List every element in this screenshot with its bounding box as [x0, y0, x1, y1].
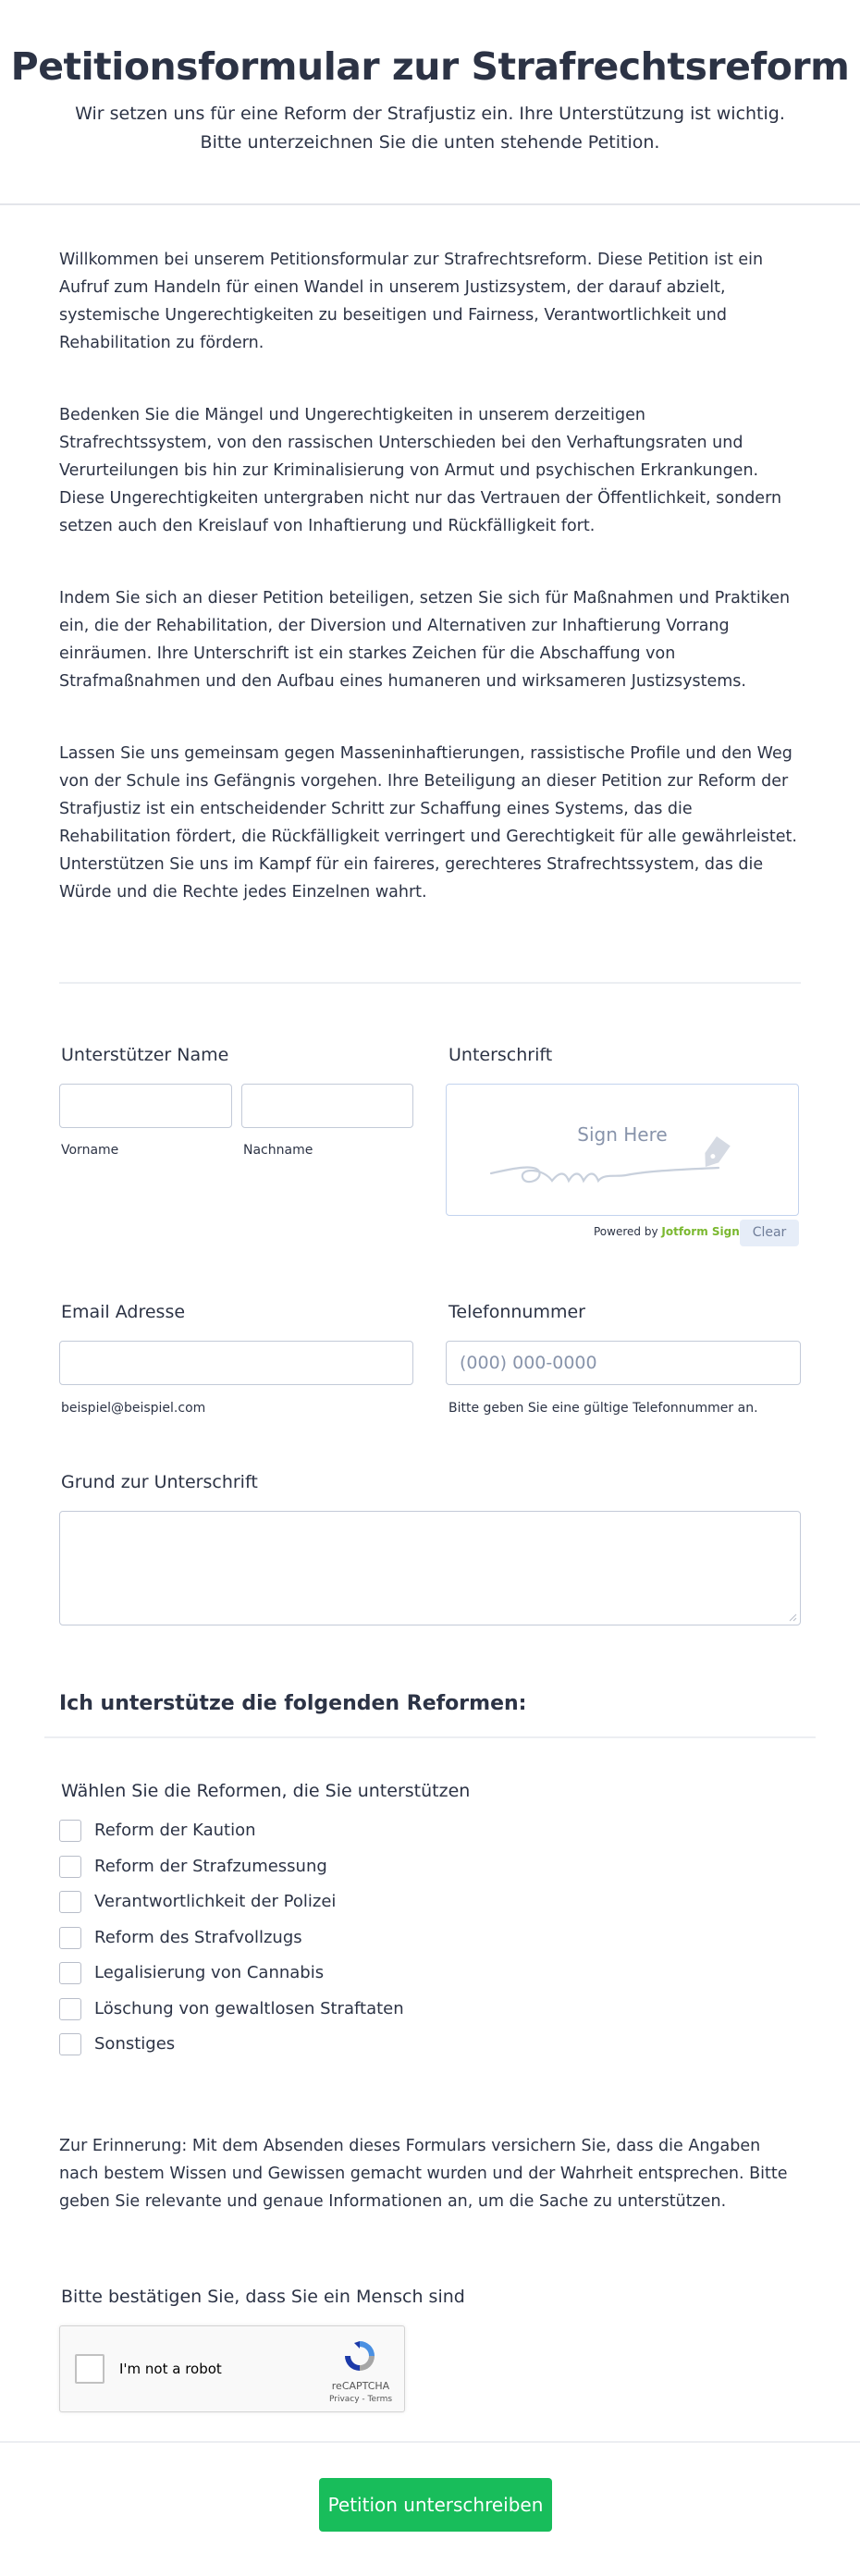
reform-option-label: Reform der Kaution	[94, 1821, 256, 1840]
page-subtitle: Wir setzen uns für eine Reform der Strafjustiz ein. Ihre Unterstützung ist wichtig. Bitte unterzeichnen Sie die unten stehende Petition.	[75, 104, 785, 153]
checkbox[interactable]	[59, 1962, 81, 1984]
reform-option-label: Verantwortlichkeit der Polizei	[94, 1892, 337, 1911]
recaptcha-terms-link[interactable]: Privacy - Terms	[328, 2395, 393, 2404]
recaptcha-logo-icon	[339, 2337, 380, 2374]
reminder-text: Zur Erinnerung: Mit dem Absenden dieses Formulars versichern Sie, dass die Angaben nach bestem Wissen und Gewissen gemacht wurden und der Wahrheit entsprechen. Bitte geben Sie relevante und genaue Informationen an, um die Sache zu unterstützen.	[59, 2137, 788, 2211]
recaptcha-checkbox[interactable]	[75, 2354, 104, 2384]
resize-handle-icon[interactable]	[788, 1613, 797, 1622]
phone-input[interactable]	[446, 1341, 801, 1385]
checkbox[interactable]	[59, 2033, 81, 2055]
section-divider	[59, 982, 801, 984]
form-header	[0, 0, 860, 205]
reform-option-label: Legalisierung von Cannabis	[94, 1963, 325, 1982]
reforms-section-title: Ich unterstütze die folgenden Reformen:	[59, 1692, 527, 1715]
recaptcha-brand: reCAPTCHA	[331, 2380, 390, 2392]
phone-sublabel: Bitte geben Sie eine gültige Telefonnummer an.	[448, 1401, 758, 1416]
reason-label: Grund zur Unterschrift	[61, 1472, 258, 1492]
signature-pad[interactable]	[446, 1084, 799, 1216]
first-name-sublabel: Vorname	[61, 1143, 119, 1158]
checkbox[interactable]	[59, 1998, 81, 2020]
page-title: Petitionsformular zur Strafrechtsreform	[10, 44, 850, 89]
phone-placeholder: (000) 000-0000	[460, 1353, 597, 1373]
reforms-question: Wählen Sie die Reformen, die Sie unterstützen	[61, 1781, 471, 1801]
last-name-input[interactable]	[241, 1084, 413, 1128]
recaptcha-text: I'm not a robot	[119, 2361, 222, 2377]
name-label: Unterstützer Name	[61, 1045, 229, 1065]
reason-textarea[interactable]	[59, 1511, 801, 1625]
signature-label: Unterschrift	[448, 1045, 553, 1065]
powered-by-brand: Jotform Sign	[661, 1225, 740, 1238]
footer-divider	[0, 2441, 860, 2443]
reform-option-label: Sonstiges	[94, 2034, 176, 2054]
intro-paragraph-3: Indem Sie sich an dieser Petition beteiligen, setzen Sie sich für Maßnahmen und Praktiken ein, die der Rehabilitation, der Diversion und Alternativen zur Inhaftierung Vorrang einräumen. Ihre Unterschrift ist ein starkes Zeichen für die Abschaffung von Strafmaßnahmen und den Aufbau eines humaneren und wirksameren Justizsystems.	[59, 589, 791, 691]
clear-signature-button[interactable]: Clear	[740, 1220, 799, 1246]
captcha-label: Bitte bestätigen Sie, dass Sie ein Mensch sind	[61, 2287, 465, 2307]
reform-option-label: Löschung von gewaltlosen Straftaten	[94, 1999, 404, 2018]
checkbox[interactable]	[59, 1856, 81, 1878]
reform-option-label: Reform der Strafzumessung	[94, 1857, 327, 1876]
intro-paragraph-1: Willkommen bei unserem Petitionsformular zur Strafrechtsreform. Diese Petition ist ein Aufruf zum Handeln für einen Wandel in unserem Justizsystem, der darauf abzielt, systemische Ungerechtigkeiten zu beseitigen und Fairness, Verantwortlichkeit und Rehabilitation zu fördern.	[59, 251, 764, 352]
signature-scribble-icon	[487, 1131, 765, 1196]
first-name-input[interactable]	[59, 1084, 232, 1128]
last-name-sublabel: Nachname	[243, 1143, 313, 1158]
powered-by-text	[594, 1225, 740, 1238]
intro-paragraph-4: Lassen Sie uns gemeinsam gegen Masseninhaftierungen, rassistische Profile und den Weg von der Schule ins Gefängnis vorgehen. Ihre Beteiligung an dieser Petition zur Reform der Strafjustiz ist ein entscheidender Schritt zur Schaffung eines Systems, das die Rehabilitation fördert, die Rückfälligkeit verringert und Gerechtigkeit für alle gewährleistet. Unterstützen Sie uns im Kampf für ein faireres, gerechteres Strafrechtssystem, das die Würde und die Rechte jedes Einzelnen wahrt.	[59, 744, 797, 902]
recaptcha-widget	[59, 2325, 405, 2412]
powered-by-prefix: Powered by	[594, 1225, 662, 1238]
email-sublabel: beispiel@beispiel.com	[61, 1401, 206, 1416]
checkbox[interactable]	[59, 1927, 81, 1949]
email-label: Email Adresse	[61, 1302, 186, 1322]
phone-label: Telefonnummer	[448, 1302, 585, 1322]
checkbox[interactable]	[59, 1891, 81, 1913]
checkbox[interactable]	[59, 1820, 81, 1842]
reform-option-label: Reform des Strafvollzugs	[94, 1928, 302, 1947]
email-input[interactable]	[59, 1341, 413, 1385]
signature-placeholder: Sign Here	[577, 1123, 668, 1146]
intro-paragraph-2: Bedenken Sie die Mängel und Ungerechtigkeiten in unserem derzeitigen Strafrechtssystem, von den rassischen Unterschieden bei den Verhaftungsraten und Verurteilungen bis hin zur Kriminalisierung von Armut und psychischen Erkrankungen. Diese Ungerechtigkeiten untergraben nicht nur das Vertrauen der Öffentlichkeit, sondern setzen auch den Kreislauf von Inhaftierung und Rückfälligkeit fort.	[59, 406, 782, 535]
submit-petition-button[interactable]: Petition unterschreiben	[319, 2478, 552, 2532]
reforms-divider	[44, 1736, 816, 1738]
